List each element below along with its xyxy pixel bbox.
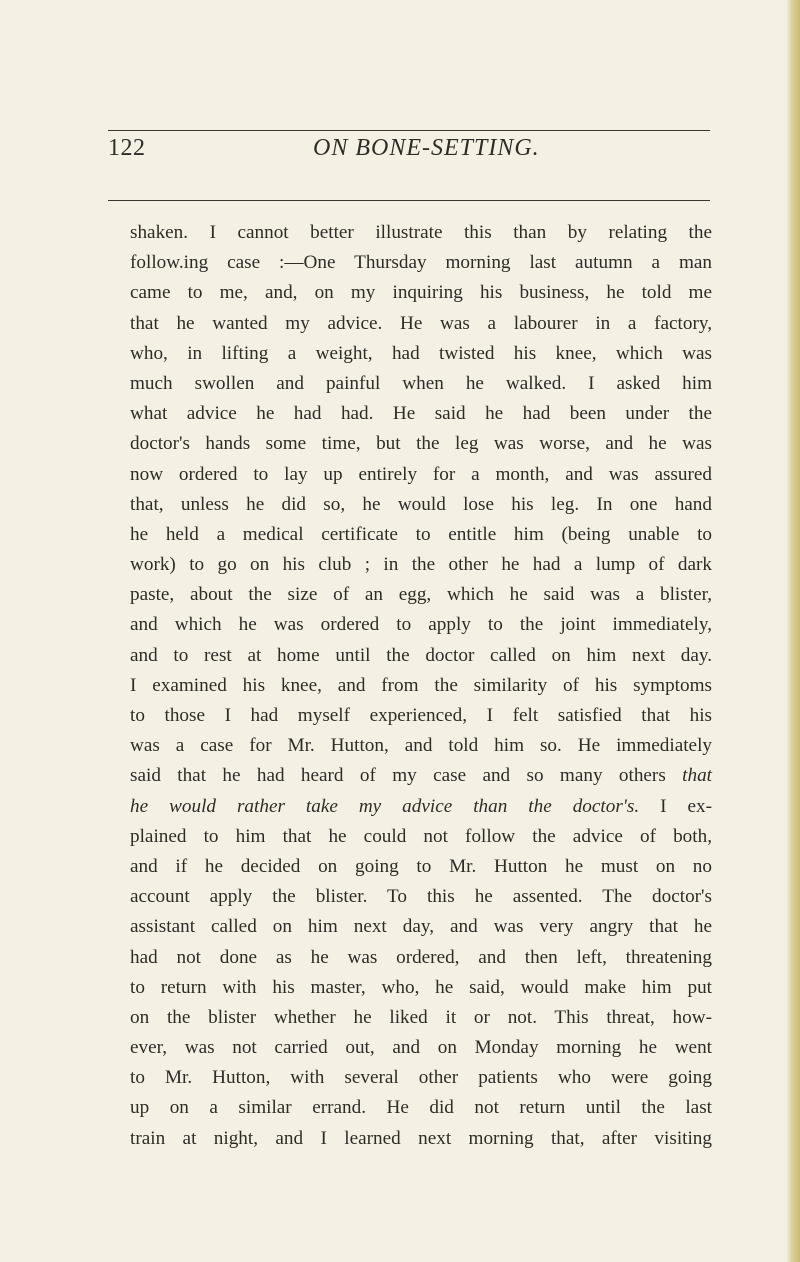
- text-line: had not done as he was ordered, and then left, threatening: [130, 946, 712, 968]
- italic-segment: that: [682, 765, 713, 787]
- text-line: to return with his master, who, he said, would make him put: [130, 976, 712, 998]
- text-line: that, unless he did so, he would lose his leg. In one hand: [130, 493, 712, 515]
- running-title: ON BONE-SETTING.: [313, 135, 540, 161]
- text-line: account apply the blister. To this he assented. The doctor's: [130, 886, 712, 908]
- text-line: much swollen and painful when he walked. I asked him: [130, 372, 712, 394]
- text-line: paste, about the size of an egg, which he said was a blister,: [130, 584, 712, 606]
- text-line: and if he decided on going to Mr. Hutton he must on no: [130, 855, 712, 877]
- text-line: I examined his knee, and from the similarity of his symptoms: [130, 674, 712, 696]
- text-line: plained to him that he could not follow the advice of both,: [130, 825, 712, 847]
- text-line: work) to go on his club ; in the other he had a lump of dark: [130, 554, 712, 576]
- text-line: shaken. I cannot better illustrate this than by relating the: [130, 222, 712, 243]
- text-line: on the blister whether he liked it or not. This threat, how-: [130, 1006, 712, 1028]
- text-line: and to rest at home until the doctor called on him next day.: [130, 644, 712, 666]
- page-number: 122: [108, 135, 146, 161]
- italic-segment: he would rather take my advice than the doctor's.: [130, 795, 640, 817]
- text-line: that he wanted my advice. He was a labourer in a factory,: [130, 312, 712, 334]
- text-line: what advice he had had. He said he had been under the: [130, 403, 712, 425]
- text-segment: said that he had heard of my case and so many others: [130, 765, 666, 787]
- text-line: who, in lifting a weight, had twisted his knee, which was: [130, 342, 712, 364]
- text-line: now ordered to lay up entirely for a month, and was assured: [130, 463, 712, 485]
- text-line: and which he was ordered to apply to the joint immediately,: [130, 614, 712, 636]
- text-line: to those I had myself experienced, I felt satisfied that his: [130, 705, 712, 726]
- header-rule-bottom: [108, 200, 710, 201]
- text-line: he held a medical certificate to entitle him (being unable to: [130, 523, 712, 545]
- text-line: up on a similar errand. He did not return until the last: [130, 1097, 712, 1119]
- text-line: came to me, and, on my inquiring his business, he told me: [130, 282, 712, 304]
- text-line: doctor's hands some time, but the leg was worse, and he was: [130, 433, 712, 455]
- text-line-mixed: [130, 761, 712, 791]
- body-text: [130, 218, 712, 1154]
- text-line: train at night, and I learned next morning that, after visiting: [130, 1127, 712, 1149]
- text-line: ever, was not carried out, and on Monday morning he went: [130, 1037, 712, 1059]
- text-line: was a case for Mr. Hutton, and told him so. He immediately: [130, 735, 712, 757]
- text-line-mixed: [130, 792, 712, 822]
- text-line: to Mr. Hutton, with several other patients who were going: [130, 1067, 712, 1089]
- header-rule-top: [108, 130, 710, 131]
- text-line: assistant called on him next day, and was very angry that he: [130, 916, 712, 938]
- page-edge-shadow: [786, 0, 800, 1262]
- text-line: follow.ing case :—One Thursday morning last autumn a man: [130, 252, 712, 274]
- text-segment: I ex-: [660, 795, 713, 817]
